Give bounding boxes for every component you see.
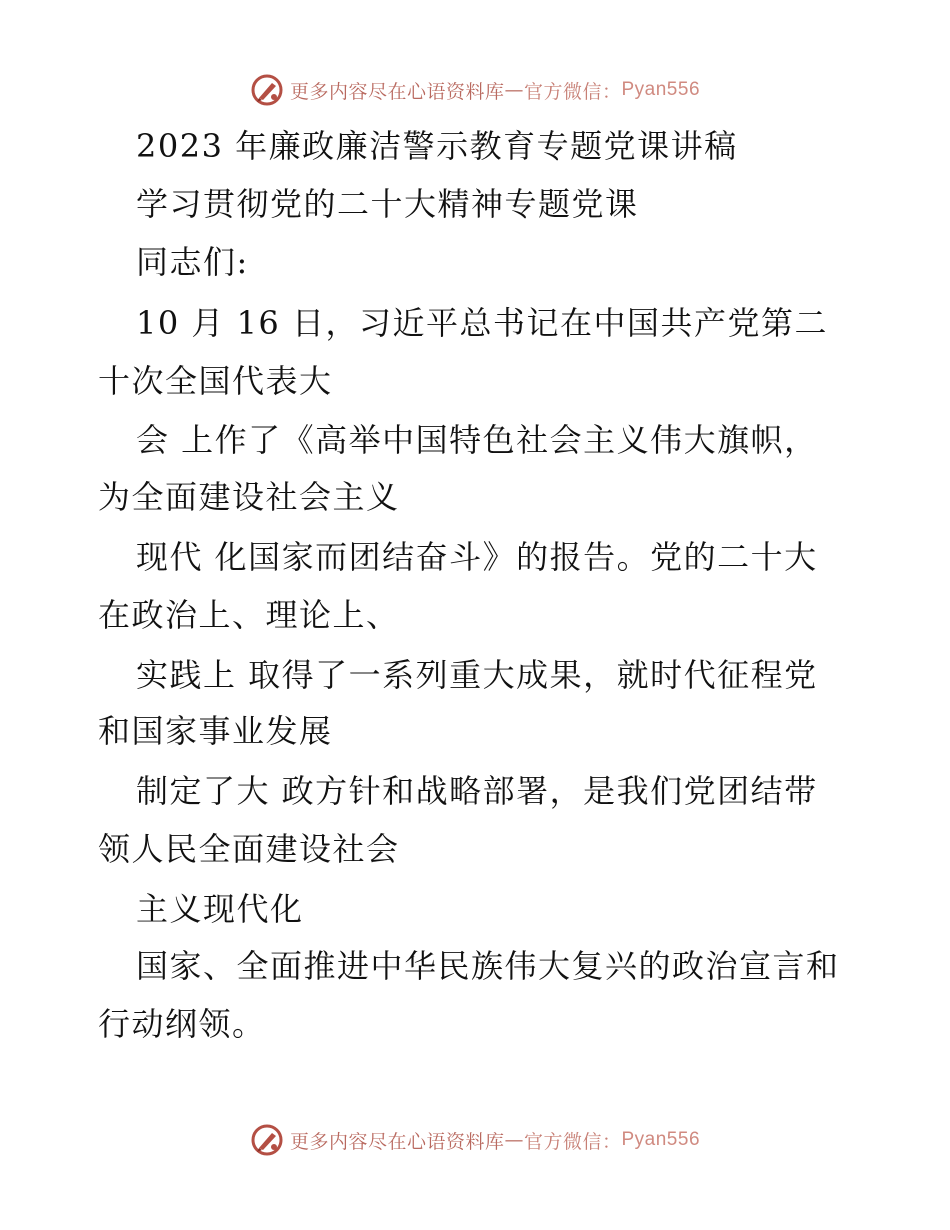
watermark-wechat-label: 官方微信： [523, 80, 622, 103]
document-paragraph-line: 和国家事业发展 [98, 712, 333, 750]
document-paragraph-line: 主义现代化 [136, 890, 304, 928]
document-paragraph-line: 现代 化国家而团结奋斗》的报告。党的二十大 [136, 538, 818, 576]
document-paragraph-line: 10 月 16 日，习近平总书记在中国共产党第二 [136, 304, 828, 342]
document-subtitle: 学习贯彻党的二十大精神专题党课 [136, 185, 639, 223]
pen-seal-icon [250, 73, 284, 107]
watermark-main-text: 更多内容尽在心语资料库 [289, 80, 505, 103]
document-paragraph-line: 制定了大 政方针和战略部署，是我们党团结带 [136, 772, 818, 810]
pen-seal-icon [250, 1123, 284, 1157]
document-title: 2023 年廉政廉洁警示教育专题党课讲稿 [136, 127, 738, 165]
watermark-main-text: 更多内容尽在心语资料库 [289, 1130, 505, 1153]
watermark-banner-bottom [0, 1120, 950, 1160]
document-paragraph-line: 会 上作了《高举中国特色社会主义伟大旗帜， [136, 421, 818, 459]
watermark-banner-top [0, 70, 950, 110]
watermark-wechat-id: Pyan556 [621, 1129, 701, 1150]
document-salutation: 同志们: [136, 243, 249, 281]
document-paragraph-line: 实践上 取得了一系列重大成果，就时代征程党 [136, 656, 818, 694]
watermark-wechat-id: Pyan556 [621, 79, 701, 100]
document-paragraph-line: 十次全国代表大 [98, 362, 333, 400]
document-paragraph-line: 国家、全面推进中华民族伟大复兴的政治宣言和 [136, 947, 840, 985]
document-paragraph-line: 领人民全面建设社会 [98, 830, 400, 868]
document-paragraph-line: 为全面建设社会主义 [98, 478, 400, 516]
watermark-separator: — [504, 1129, 524, 1151]
watermark-wechat-label: 官方微信： [523, 1130, 622, 1153]
watermark-separator: — [504, 79, 524, 101]
document-paragraph-line: 在政治上、理论上、 [98, 596, 400, 634]
document-paragraph-line: 行动纲领。 [98, 1005, 266, 1043]
